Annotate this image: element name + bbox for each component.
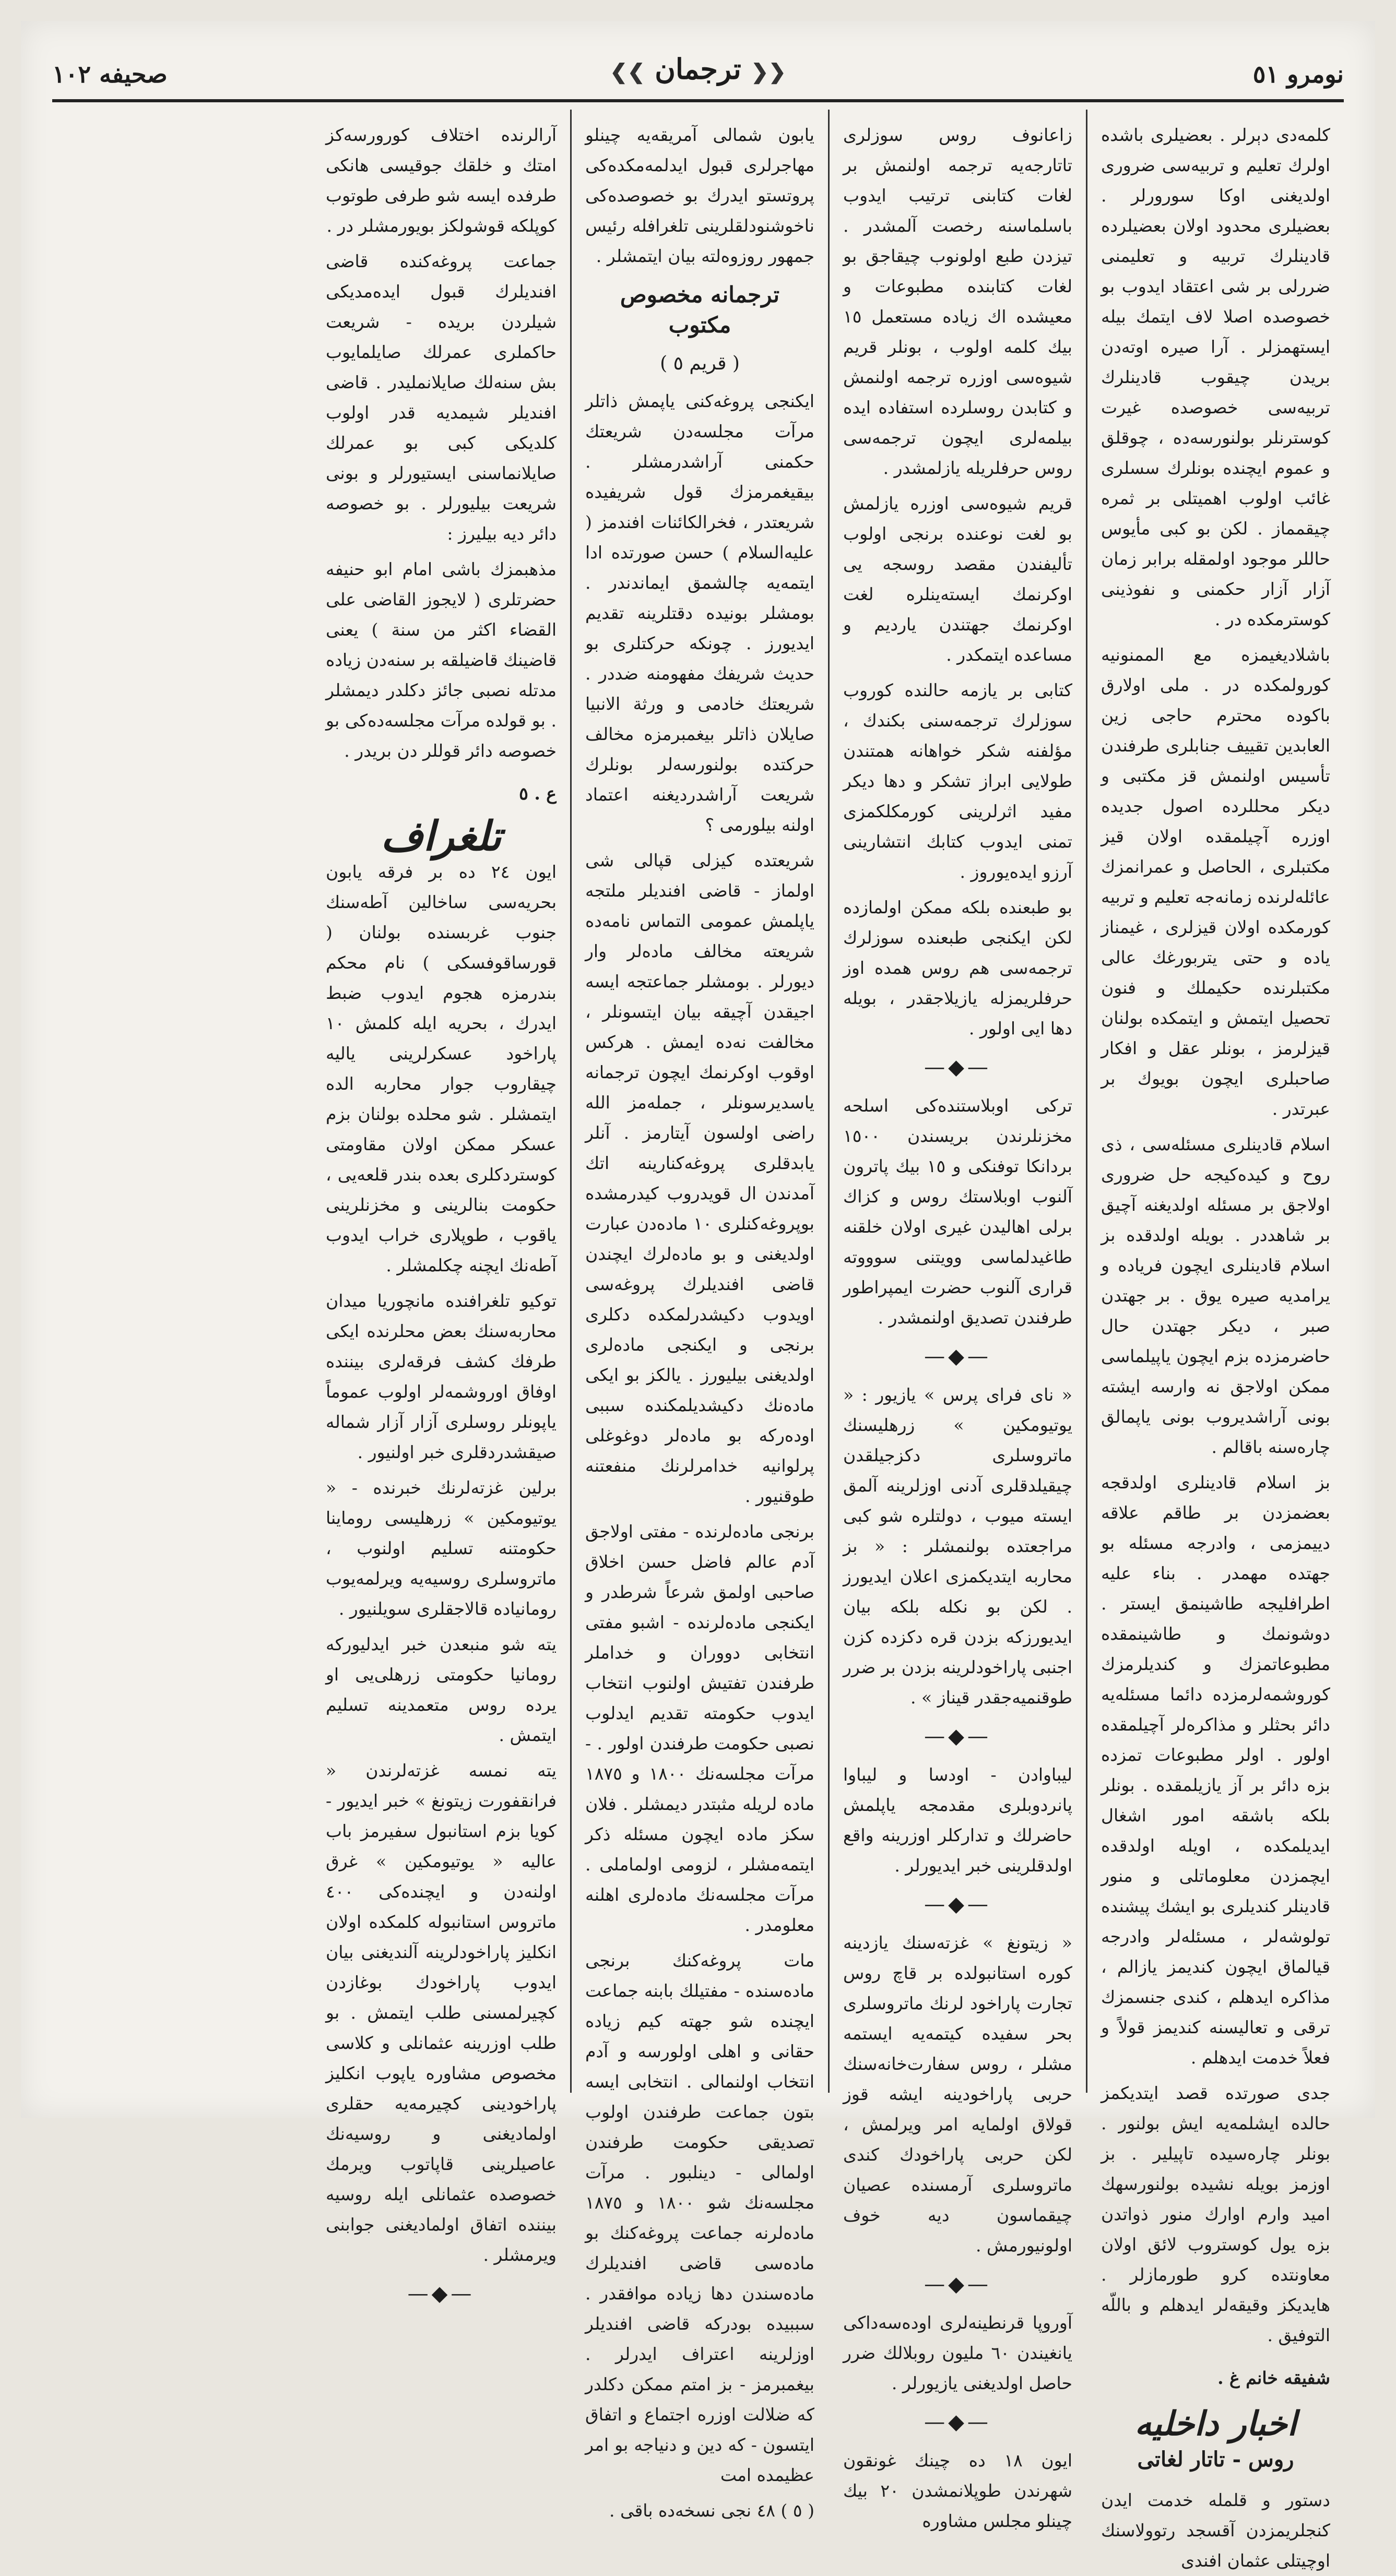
column-4 xyxy=(312,110,570,2306)
col4-para: آرالرنده اختلاف كورورسه‌كز امتك و خلقك جوقيسى هانكى طرفده ايسه شو طرفى طوتوب كوپلكه قوشولكز بويورمشلر در . xyxy=(326,125,557,236)
col2-para: تركى اوبلاستنده‌كى اسلحه مخزنلرندن بريسندن ١٥٠٠ بردانكا توفنكى و ١٥ بيك پاترون آلنوب اوبلاستك روس و كزاك برلى اهاليدن غيرى اولان خلقنه طاغيدلماسى وويتنى سوووته قرارى آلنوب حضرت ايمپراطور طرفندن تصديق اولنمشدر . xyxy=(843,1095,1072,1328)
col1-para: اسلام قادينلرى مسئله‌سى ، ذى روح و كيده‌كيجه حل ضرورى اولاجق بر مسئله اولديغنه آچيق بر شاهددر . بويله اولدقده بز اسلام قادينلرى ايچون فرياده و يرامديه صيره يوق . بر جهتدن صبر ، ديكر جهتدن حال حاضرمزده بزم ايچون ياپيلماسى ممكن اولاجق نه وارسه ايشته بونى آراشديروب بونى ياپمالق چاره‌سنه باقالم . xyxy=(1101,1134,1330,1457)
col4-para: يته نمسه غزته‌لرندن « فرانقفورت زيتونغ » خبر ايديور - كويا بزم استانبول سفيرمز باب عاليه « يوتيومكين » غرق اولنه‌دن و ايچنده‌كى ٤٠٠ ماتروس استانبوله كلمكده اولان انكليز پاراخودلرينه آلنديغنى بيان ايدوب پاراخودك بوغازدن كچيرلمسنى طلب ايتمش . بو طلب اوزرينه عثمانلى و كلاسى مخصوص مشاوره ياپوب انكليز پاراخودينى كچيرمه‌يه حقلرى اولماديغنى و روسيه‌نك عاصيلرينى قاپاتوب ويرمك خصوصده عثمانلى ايله روسيه بيننده اتفاق اولماديغنى جوابنى ويرمشلر . xyxy=(326,1760,557,2265)
separator-icon: —◆— xyxy=(407,2282,475,2306)
title-text: ترجمان xyxy=(655,52,741,86)
col1-para: بز اسلام قادينلرى اولدقجه بعضمزدن بر طاقم علاقه دييمزمى ، وادرجه مسئله بو جهتده مهمدر . بناء عليه اطرافليجه طاشينمق ايستر . دوشونمك و طاشينمقده مطبوعاتمزك و كنديلرمزك كوروشمه‌لرمزده دائما مسئله‌يه دائر بحثلر و مذاكره‌لر آچيلمقده اولور . اولر مطبوعات تمزده بزه دائر بر آز يازيلمقده . بونلر بلكه باشقه امور اشغال ايديلمكده ، اويله اولدقده ايچمزدن معلوماتلى و منور قادينلر كنديلرى بو ايشك پيشنده تولوشه‌لر ، مسئله‌لر وادرجه قيالماق ايچون كنديمز يازالم ، مذاكره ايدهلم ، كندى جنسمزك ترقى و تعاليسنه كنديمز قولاً و فعلاً خدمت ايدهلم . xyxy=(1101,1472,1330,2068)
separator-icon: —◆— xyxy=(924,2410,991,2434)
col1-para: جدى صورتده قصد ايتديكمز حالده ايشلمه‌يه ايش بولنور . بونلر چاره‌سيده تاپيلير . بز اوزمز بويله نشيده بولنورسهك اميد وارم اوارك منور ذواتدن بزه يول كوستروب لائق اولان معاونتده كرو طورمازلر . هايديكز وقيقه‌لر ايدهلم و باللّه التوفيق . xyxy=(1101,2083,1330,2345)
col4-para: مذهبمزك باشى امام ابو حنيفه حضرتلرى ( لايجوز القاضى على القضاء اكثر من سنة ) يعنى قاضينك قاضيلقه بر سنه‌دن زياده مدتله نصبى جائز دكلدر ديمشلر . بو قولده مرآت مجلسه‌ده‌كى بو خصوصه دائر قوللر دن بريدر . xyxy=(326,559,557,761)
col4-para: توكيو تلغرافنده مانچوريا ميدان محاربه‌سنك بعض محلرنده ايكى طرفك كشف فرقه‌لرى بيننده اوفاق اوروشمه‌لر اولوب عموماً ياپونلر روسلرى آزار آزار شماله صيقشدردقلرى خبر اولنيور . xyxy=(326,1291,557,1462)
col2-para: « ناى فراى پرس » يازيور : « يوتيومكين » زرهليسنك ماتروسلرى دكزجيلقدن چيقيلدقلرى آدنى اوزلرينه آلمق ايسته ميوب ، دولتلره شو كبى مراجعتده بولنمشلر : « بز محاربه ايتديكمزى اعلان ايديورز . لكن بو نكله بلكه بيان ايديورزكه بزدن قره دكزده كزن اجنبى پاراخودلرينه بزدن بر ضرر طوقنميه‌جقدر قيناز » . xyxy=(843,1385,1072,1708)
col3-letter-para: برنجى ماده‌لرنده - مفتى اولاجق آدم عالم فاضل حسن اخلاق صاحبى اولمق شرعاً شرطدر و ايكنجى ماده‌لرنده - اشبو مفتى انتخابى دووران و خداملر طرفندن تفتيش اولنوب انتخاب ايدوب حكومته تقديم ايدلوب نصبى حكومت طرفندن اولور . - مرآت مجلسه‌نك ١٨٠٠ و ١٨٧٥ ماده لريله مثبتدر ديمشلر . فلان سكز ماده ايچون مسئله ذكر ايتمه‌مشلر ، لزومى اولماملى . مرآت مجلسه‌نك ماده‌لرى اهلنه معلومدر . xyxy=(585,1521,814,1935)
col3-letter-para: شريعتده كيزلى قپالى شى اولماز - قاضى افنديلر ملتجه ياپلمش عمومى التماس نامه‌ده شريعته مخالف ماده‌لر وار ديورلر . بومشلر جماعتجه ايسه اجيقدن آچيقه بيان ايتسونلر ، مخالفت نه‌ده ايمش . هركس اوقوب اوكرنمك ايچون ترجمانه ياسديرسونلر ، جمله‌مز الله راضى اولسون آيتارمز . آنلر يابدقلرى پروغه‌كنارينه اتك آمدندن ال قويدروب كيدرمشده بوپروغه‌كنلرى ١٠ ماده‌دن عبارت اولديغنى و بو ماده‌لرك ايچندن قاضى افنديلرك پروغه‌سى اويدوب دكيشدرلمكده دكلرى برنجى و ايكنجى ماده‌لرى اولديغنى بيليورز . يالكز بو ايكى ماده‌نك دكيشديلمكنده سببى اوده‌ركه بو ماده‌لر دوغوغلى پرلوانيه خدامرلرنك منفعتنه طوقنيور . xyxy=(585,850,814,1506)
issue-number: نومرو ٥١ xyxy=(1252,60,1344,88)
column-2 xyxy=(828,110,1086,2531)
newspaper-title xyxy=(610,52,786,86)
separator-icon: —◆— xyxy=(924,1344,991,1368)
col4-signature: ع . ٥ xyxy=(519,783,557,804)
col3-footnote: ( ٥ ) ٤٨ نجى نسخه‌ده باقى . xyxy=(609,2500,814,2521)
col2-para: ليباوادن - اودسا و ليباوا پانردوبلرى مقدمجه ياپلمش حاضرلك و تداركلر اوزرينه واقع اولدقلرينى خبر ايديورلر . xyxy=(843,1764,1072,1876)
letter-place: ( قريم ٥ ) xyxy=(660,353,740,374)
col4-para: برلين غزته‌لرنك خبرنده - « يوتيومكين » زرهليسى روماينا حكومتنه تسليم اولنوب ، ماتروسلرى روسيه‌يه ويرلمه‌يوب رومانياده قالاجقلرى سويلنيور . xyxy=(326,1477,557,1619)
column-1 xyxy=(1086,110,1344,2571)
section-title-domestic-news: اخبار داخليه xyxy=(1134,2404,1297,2443)
separator-icon: —◆— xyxy=(924,1055,991,1079)
col2-para: قريم شيوه‌سى اوزره يازلمش بو لغت نوعنده برنجى اولوب تأليفندن مقصد روسجه يى اوكرنمك ايسته‌ينلره لغت اوكرنمك جهتندن يارديم و مساعده ايتمكدر . xyxy=(843,493,1072,665)
columns xyxy=(52,110,1344,2571)
col3-letter-para: مات پروغه‌كنك برنجى ماده‌سنده - مفتيلك بابنه جماعت ايچنده شو جهته كيم زياده حقانى و اهلى اولورسه و آدم انتخاب اولنمالى . انتخابى ايسه بتون جماعت طرفندن اولوب تصديقى حكومت طرفندن اولمالى - دينلبور . مرآت مجلسه‌نك شو ١٨٠٠ و ١٨٧٥ ماده‌لرنه جماعت پروغه‌كنك بو ماده‌سى قاضى افنديلرك ماده‌سندن دها زياده موافقدر . سببيده بودركه قاضى افنديلر اوزلرينه اعتراف ايدرلر . بيغمبرمز - بز امتم ممكن دكلدر كه ضلالت اوزره اجتماع و اتفاق ايتسون - كه دين و دنياجه بو امر عظيمده امت xyxy=(585,1950,814,2485)
col3-para: يابون شمالى آمريقه‌يه چينلو مهاجرلرى قبول ايدلمه‌مكده‌كى پروتستو ايدرك بو خصوصده‌كى ناخوشنودلقلرينى تلغرافله رئيس جمهور روزوه‌لته بيان ايتمشلر . xyxy=(585,125,814,266)
letter-title: ترجمانه مخصوص مكتوب xyxy=(620,282,780,338)
column-3 xyxy=(570,110,828,2521)
col2-para: آوروپا قرنطينه‌لرى اوده‌سه‌دا‌كى يانغيندن ٦٠ مليون روبلالك ضرر حاصل اولديغنى يازيورلر . xyxy=(843,2312,1072,2393)
col2-para: زاعانوف روس سوزلرى تاتارجه‌يه ترجمه اولنمش بر لغات كتابنى ترتيب ايدوب باسلماسنه رخصت آلمشدر . تيزدن طبع اولونوب چيقاجق بو لغات كتابنده مطبوعات و معيشده اك زياده مستعمل ١٥ بيك كلمه اولوب ، بونلر قريم شيوه‌سى اوزره ترجمه اولنمش و كتابدن روسلرده استفاده ايده بيلمه‌لرى ايچون ترجمه‌سى روس حرفلريله يازلمشدر . xyxy=(843,125,1072,478)
col2-para: ايون ١٨ ده چينك غونقون شهرندن طوپلانمشدن ٢٠ بيك چينلو مجلس مشاوره xyxy=(843,2450,1072,2531)
section-title-dictionary: روس - تاتار لغاتى xyxy=(1137,2447,1294,2472)
masthead-rule xyxy=(52,99,1344,102)
col3-letter-para: ايكنجى پروغه‌كنى ياپمش ذاتلر مرآت مجلسه‌دن شريعتك حكمنى آراشدرمشلر . بيقيغمرمزك قول شريفيده شريعتدر ، فخرالكائنات افندمز ( عليه‌السلام ) حسن صورتده ادا ايتمه‌يه چالشمق ايماندندر . بومشلر بونيده دقتلرينه تقديم ايديورز . چونكه حركتلرى بو حديث شريفك مفهومنه ضددر . شريعتك خادمى و ورثة الانبيا صايلان ذاتلر بيغمبرمزه مخالف حركتده بولنورسه‌لر بونلرك شريعت آراشدرديغنه اعتماد اولنه بيلورمى ؟ xyxy=(585,391,814,835)
col4-para: يته شو منبعدن خبر ايدليوركه رومانيا حكومتى زرهلى‌يى او يرده روس متعمدينه تسليم ايتمش . xyxy=(326,1634,557,1745)
left-ornament-icon: ❮❮ xyxy=(751,59,786,84)
separator-icon: —◆— xyxy=(924,1892,991,1916)
page-number: صحيفه ١٠٢ xyxy=(52,60,168,88)
col1-signature: شفيقه خانم غ . xyxy=(1217,2368,1330,2388)
separator-icon: —◆— xyxy=(924,1724,991,1748)
col1-bottom-para: دستور و قلمله خدمت ايدن كنجلريمزدن آقسجد رتوولاسنك اوچيتلى عثمان افندى xyxy=(1101,2490,1330,2571)
col1-para: كلمه‌دى دېرلر . بعضيلرى باشده اولرك تعليم و تربيه‌سى ضرورى اولديغنى اوكا سورورلر . بعضيلرى محدود اولان بعضيلرده قادينلرك تربيه و تعليمنى ضررلى بر شى اعتقاد ايدوب بو خصوصده اصلا لاف ايتمك بيله ايستهمزلر . آرا صيره اوته‌دن بريدن چيقوب قادينلرك تربيه‌سى خصوصده غيرت كوسترنلر بولنورسه‌ده ، چوقلق و عموم ايچنده بونلرك سسلرى غائب اولوب اهميتلى بر ثمره چيقمماز . لكن بو كبى مأيوس حاللر موجود اولمقله برابر زمان آزار آزار حكمنى و نفوذينى كوسترمكده در . xyxy=(1101,125,1330,629)
col4-para: جماعت پروغه‌كنده قاضى افنديلرك قبول ايده‌مديكى شيلردن بريده - شريعت حاكملرى عمرلك صايلمايوب بش سنه‌لك صايلانمليدر . قاضى افنديلر شيمديه قدر اولوب كلديكى كبى بو عمرلك صايلانماسنى ايستيورلر و بونى شريعت بيليورلر . بو خصوصه دائر ديه بيليرز : xyxy=(326,251,557,544)
separator-icon: —◆— xyxy=(924,2272,991,2296)
masthead xyxy=(52,42,1344,99)
col4-para: ايون ٢٤ ده بر فرقه يابون بحريه‌سى ساخالين آطه‌سنك جنوب غربسنده بولنان ( قورساقوفسكى ) نام محكم بندرمزه هجوم ايدوب ضبط ايدرك ، بحريه ايله كلمش ١٠ پاراخود عسكرلرينى ياليه چيقاروب جوار محاربه الده ايتمشلر . شو محلده بولنان بزم عسكر ممكن اولان مقاومتى كوستردكلرى بعده بندر قلعه‌يى ، حكومت بنالرينى و مخزنلرينى ياقوب ، طوپلارى خراب ايدوب آطه‌نك ايچنه چكلمشلر . xyxy=(326,862,557,1275)
col2-para: « زيتونغ » غزته‌سنك يازدينه كوره استانبولده بر قاچ روس تجارت پاراخود لرنك ماتروسلرى بحر سفيده كيتمه‌يه ايستمه مشلر ، روس سفارت‌خانه‌سنك حربى پاراخودينه ايشه قوز قولاق اولمايه امر ويرلمش ، لكن حربى پاراخودك كندى ماتروسلرى آرمسنده عصيان چيقماسون ديه خوف اولونيورمش . xyxy=(843,1933,1072,2256)
section-title-telegraph: تلغراف xyxy=(381,813,502,860)
col2-para: بو طبعنده بلكه ممكن اولمازده لكن ايكنجى طبعنده سوزلرك ترجمه‌سى هم روس همده اوز حرفلريمزله يازيلاجقدر ، بويله دها ايى اولور . xyxy=(843,897,1072,1039)
right-ornament-icon: ❯❯ xyxy=(610,59,645,84)
col2-para: كتابى بر يازمه حالنده كوروب سوزلرك ترجمه‌سنى بكندك ، مؤلفنه شكر خواهانه همتندن طولايى ابراز تشكر و دها ديكر مفيد اثرلرينى كورمكلكمزى تمنى ايدوب كتابك انتشارينى آرزو ايده‌يوروز . xyxy=(843,680,1072,882)
col1-para: باشلاديغيمزه مع الممنونيه كورولمكده در . ملى اولارق باكوده محترم حاجى زين العابدين تقييف جنابلرى طرفندن تأسيس اولنمش قز مكتبى و ديكر محللرده اصول جديده اوزره آچيلمقده اولان قيز مكتبلرى ، الحاصل و عمرانمزك عائله‌لرنده زمانه‌جه تعليم و تربيه كورمكده اولان قيزلرى ، غيمناز ياده و حتى يتربورغك عالى مكتبلرنده حكيملك و فنون تحصيل ايتمش و ايتمكده بولنان قيزلرمز ، بونلر عقل و افكار صاحبلرى ايچون بويوك بر عبرتدر . xyxy=(1101,645,1330,1119)
newspaper-page xyxy=(21,21,1375,2571)
